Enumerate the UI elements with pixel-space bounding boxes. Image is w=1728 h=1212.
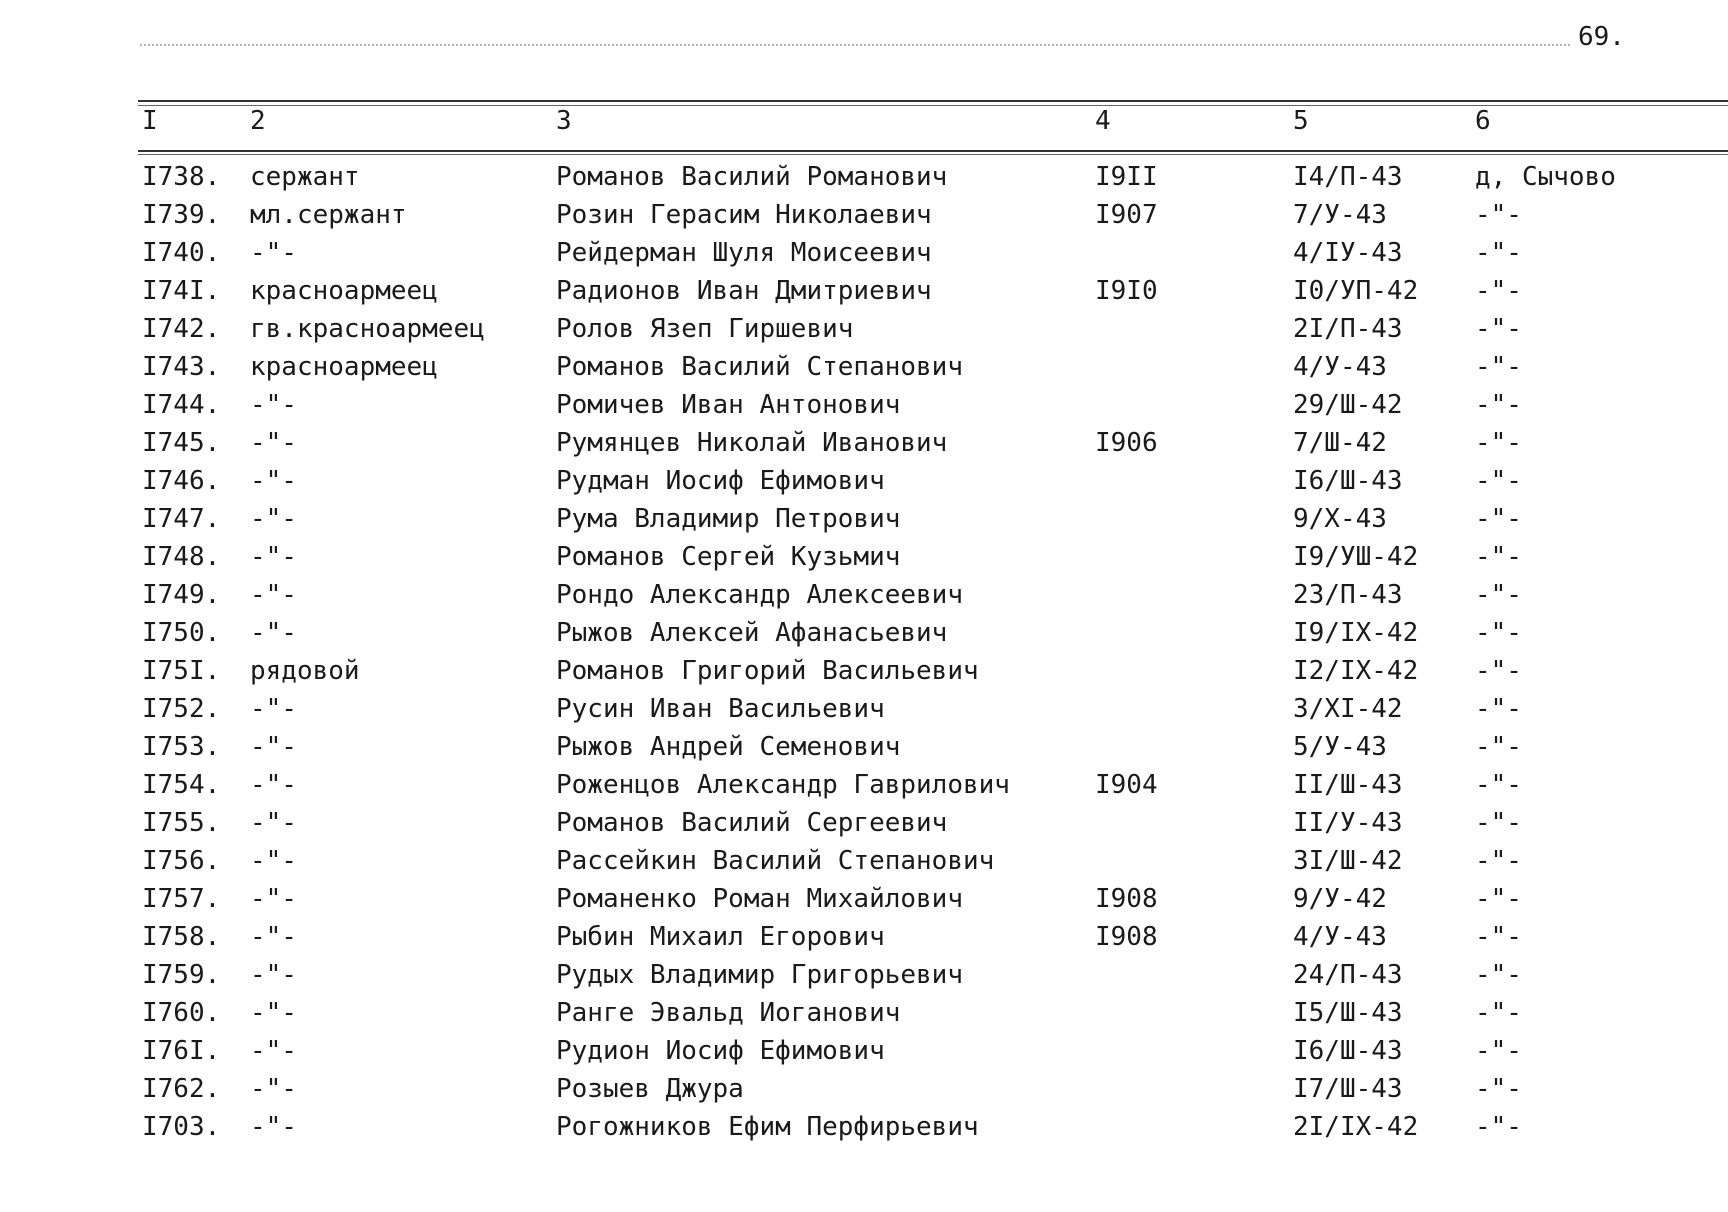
full-name-cell: Ромичев Иван Антонович: [556, 390, 901, 420]
record-number-cell: I742.: [142, 314, 221, 344]
record-number-cell: I740.: [142, 238, 221, 268]
full-name-cell: Романов Василий Степанович: [556, 352, 963, 382]
rank-cell: гв.красноармеец: [250, 314, 485, 344]
full-name-cell: Рондо Александр Алексеевич: [556, 580, 963, 610]
place-cell: д, Сычово: [1475, 162, 1616, 192]
record-number-cell: I758.: [142, 922, 221, 952]
full-name-cell: Романов Василий Романович: [556, 162, 948, 192]
place-cell: -"-: [1475, 998, 1522, 1028]
rank-cell: мл.сержант: [250, 200, 407, 230]
death-date-cell: 4/У-43: [1293, 922, 1387, 952]
rank-cell: -"-: [250, 1112, 297, 1142]
rank-cell: -"-: [250, 846, 297, 876]
column-header-1: I: [142, 106, 158, 136]
death-date-cell: 5/У-43: [1293, 732, 1387, 762]
record-number-cell: I759.: [142, 960, 221, 990]
death-date-cell: 3I/Ш-42: [1293, 846, 1403, 876]
table-row: [0, 1070, 1728, 1108]
page-number: 69.: [1578, 22, 1625, 52]
place-cell: -"-: [1475, 1112, 1522, 1142]
place-cell: -"-: [1475, 238, 1522, 268]
record-number-cell: I703.: [142, 1112, 221, 1142]
place-cell: -"-: [1475, 428, 1522, 458]
full-name-cell: Рудых Владимир Григорьевич: [556, 960, 963, 990]
full-name-cell: Романов Сергей Кузьмич: [556, 542, 901, 572]
place-cell: -"-: [1475, 656, 1522, 686]
place-cell: -"-: [1475, 352, 1522, 382]
column-header-3: 3: [556, 106, 572, 136]
rank-cell: -"-: [250, 390, 297, 420]
full-name-cell: Радионов Иван Дмитриевич: [556, 276, 932, 306]
death-date-cell: II/У-43: [1293, 808, 1403, 838]
full-name-cell: Ранге Эвальд Иоганович: [556, 998, 901, 1028]
full-name-cell: Рудион Иосиф Ефимович: [556, 1036, 885, 1066]
table-row: [0, 804, 1728, 842]
table-row: [0, 538, 1728, 576]
place-cell: -"-: [1475, 276, 1522, 306]
death-date-cell: I2/IX-42: [1293, 656, 1419, 686]
table-header-rule-thin: [138, 154, 1728, 155]
death-date-cell: II/Ш-43: [1293, 770, 1403, 800]
table-row: [0, 842, 1728, 880]
rank-cell: -"-: [250, 618, 297, 648]
rank-cell: -"-: [250, 238, 297, 268]
full-name-cell: Рогожников Ефим Перфирьевич: [556, 1112, 979, 1142]
record-number-cell: I747.: [142, 504, 221, 534]
death-date-cell: 9/Х-43: [1293, 504, 1387, 534]
place-cell: -"-: [1475, 1074, 1522, 1104]
table-row: [0, 196, 1728, 234]
record-number-cell: I760.: [142, 998, 221, 1028]
full-name-cell: Розыев Джура: [556, 1074, 744, 1104]
place-cell: -"-: [1475, 960, 1522, 990]
full-name-cell: Роженцов Александр Гаврилович: [556, 770, 1010, 800]
table-row: [0, 918, 1728, 956]
table-row: [0, 386, 1728, 424]
rank-cell: красноармеец: [250, 276, 438, 306]
table-row: [0, 614, 1728, 652]
record-number-cell: I745.: [142, 428, 221, 458]
table-row: [0, 994, 1728, 1032]
table-row: [0, 234, 1728, 272]
rank-cell: рядовой: [250, 656, 360, 686]
table-row: [0, 272, 1728, 310]
full-name-cell: Рума Владимир Петрович: [556, 504, 901, 534]
column-header-4: 4: [1095, 106, 1111, 136]
birth-year-cell: I907: [1095, 200, 1158, 230]
place-cell: -"-: [1475, 466, 1522, 496]
place-cell: -"-: [1475, 846, 1522, 876]
place-cell: -"-: [1475, 694, 1522, 724]
record-number-cell: I739.: [142, 200, 221, 230]
birth-year-cell: I904: [1095, 770, 1158, 800]
record-number-cell: I750.: [142, 618, 221, 648]
death-date-cell: 2I/IX-42: [1293, 1112, 1419, 1142]
rank-cell: -"-: [250, 922, 297, 952]
full-name-cell: Рейдерман Шуля Моисеевич: [556, 238, 932, 268]
place-cell: -"-: [1475, 770, 1522, 800]
full-name-cell: Романов Василий Сергеевич: [556, 808, 948, 838]
rank-cell: -"-: [250, 694, 297, 724]
place-cell: -"-: [1475, 1036, 1522, 1066]
full-name-cell: Романенко Роман Михайлович: [556, 884, 963, 914]
death-date-cell: 29/Ш-42: [1293, 390, 1403, 420]
record-number-cell: I746.: [142, 466, 221, 496]
rank-cell: -"-: [250, 808, 297, 838]
place-cell: -"-: [1475, 884, 1522, 914]
rank-cell: -"-: [250, 542, 297, 572]
place-cell: -"-: [1475, 580, 1522, 610]
rank-cell: сержант: [250, 162, 360, 192]
column-header-2: 2: [250, 106, 266, 136]
table-row: [0, 690, 1728, 728]
table-row: [0, 424, 1728, 462]
table-row: [0, 880, 1728, 918]
table-row: [0, 956, 1728, 994]
table-row: [0, 462, 1728, 500]
table-row: [0, 348, 1728, 386]
record-number-cell: I743.: [142, 352, 221, 382]
table-row: [0, 728, 1728, 766]
death-date-cell: I5/Ш-43: [1293, 998, 1403, 1028]
rank-cell: -"-: [250, 1036, 297, 1066]
rank-cell: -"-: [250, 770, 297, 800]
death-date-cell: 4/IУ-43: [1293, 238, 1403, 268]
rank-cell: -"-: [250, 960, 297, 990]
place-cell: -"-: [1475, 542, 1522, 572]
table-row: [0, 310, 1728, 348]
death-date-cell: I7/Ш-43: [1293, 1074, 1403, 1104]
record-number-cell: I753.: [142, 732, 221, 762]
table-row: [0, 576, 1728, 614]
full-name-cell: Рыбин Михаил Егорович: [556, 922, 885, 952]
rank-cell: -"-: [250, 428, 297, 458]
record-number-cell: I76I.: [142, 1036, 221, 1066]
record-number-cell: I738.: [142, 162, 221, 192]
record-number-cell: I744.: [142, 390, 221, 420]
rank-cell: -"-: [250, 466, 297, 496]
rank-cell: -"-: [250, 504, 297, 534]
death-date-cell: I6/Ш-43: [1293, 1036, 1403, 1066]
full-name-cell: Румянцев Николай Иванович: [556, 428, 948, 458]
rank-cell: -"-: [250, 998, 297, 1028]
record-number-cell: I755.: [142, 808, 221, 838]
record-number-cell: I762.: [142, 1074, 221, 1104]
record-number-cell: I748.: [142, 542, 221, 572]
full-name-cell: Рассейкин Василий Степанович: [556, 846, 995, 876]
death-date-cell: I9/IX-42: [1293, 618, 1419, 648]
column-header-6: 6: [1475, 106, 1491, 136]
death-date-cell: 7/У-43: [1293, 200, 1387, 230]
place-cell: -"-: [1475, 314, 1522, 344]
death-date-cell: I9/УШ-42: [1293, 542, 1419, 572]
full-name-cell: Рудман Иосиф Ефимович: [556, 466, 885, 496]
full-name-cell: Розин Герасим Николаевич: [556, 200, 932, 230]
table-row: [0, 1032, 1728, 1070]
death-date-cell: 3/XI-42: [1293, 694, 1403, 724]
record-number-cell: I756.: [142, 846, 221, 876]
record-number-cell: I752.: [142, 694, 221, 724]
table-row: [0, 652, 1728, 690]
place-cell: -"-: [1475, 808, 1522, 838]
full-name-cell: Романов Григорий Васильевич: [556, 656, 979, 686]
full-name-cell: Рыжов Алексей Афанасьевич: [556, 618, 948, 648]
full-name-cell: Рыжов Андрей Семенович: [556, 732, 901, 762]
table-row: [0, 1108, 1728, 1146]
record-number-cell: I74I.: [142, 276, 221, 306]
record-number-cell: I754.: [142, 770, 221, 800]
record-number-cell: I757.: [142, 884, 221, 914]
rank-cell: -"-: [250, 884, 297, 914]
table-top-rule: [138, 100, 1728, 102]
birth-year-cell: I908: [1095, 922, 1158, 952]
table-header-row: [0, 106, 1728, 148]
birth-year-cell: I9II: [1095, 162, 1158, 192]
table-header-rule: [138, 150, 1728, 152]
table-body: [0, 158, 1728, 1146]
death-date-cell: I0/УП-42: [1293, 276, 1419, 306]
death-date-cell: I4/П-43: [1293, 162, 1403, 192]
death-date-cell: 2I/П-43: [1293, 314, 1403, 344]
place-cell: -"-: [1475, 200, 1522, 230]
table-row: [0, 158, 1728, 196]
full-name-cell: Русин Иван Васильевич: [556, 694, 885, 724]
rank-cell: красноармеец: [250, 352, 438, 382]
column-header-5: 5: [1293, 106, 1309, 136]
birth-year-cell: I908: [1095, 884, 1158, 914]
rank-cell: -"-: [250, 1074, 297, 1104]
death-date-cell: 4/У-43: [1293, 352, 1387, 382]
place-cell: -"-: [1475, 390, 1522, 420]
death-date-cell: 7/Ш-42: [1293, 428, 1387, 458]
death-date-cell: 23/П-43: [1293, 580, 1403, 610]
place-cell: -"-: [1475, 504, 1522, 534]
death-date-cell: I6/Ш-43: [1293, 466, 1403, 496]
rank-cell: -"-: [250, 580, 297, 610]
place-cell: -"-: [1475, 732, 1522, 762]
record-number-cell: I749.: [142, 580, 221, 610]
rank-cell: -"-: [250, 732, 297, 762]
birth-year-cell: I9I0: [1095, 276, 1158, 306]
place-cell: -"-: [1475, 618, 1522, 648]
place-cell: -"-: [1475, 922, 1522, 952]
record-number-cell: I75I.: [142, 656, 221, 686]
table-row: [0, 500, 1728, 538]
death-date-cell: 24/П-43: [1293, 960, 1403, 990]
full-name-cell: Ролов Язеп Гиршевич: [556, 314, 854, 344]
table-row: [0, 766, 1728, 804]
birth-year-cell: I906: [1095, 428, 1158, 458]
death-date-cell: 9/У-42: [1293, 884, 1387, 914]
header-dotted-line: [140, 44, 1570, 46]
